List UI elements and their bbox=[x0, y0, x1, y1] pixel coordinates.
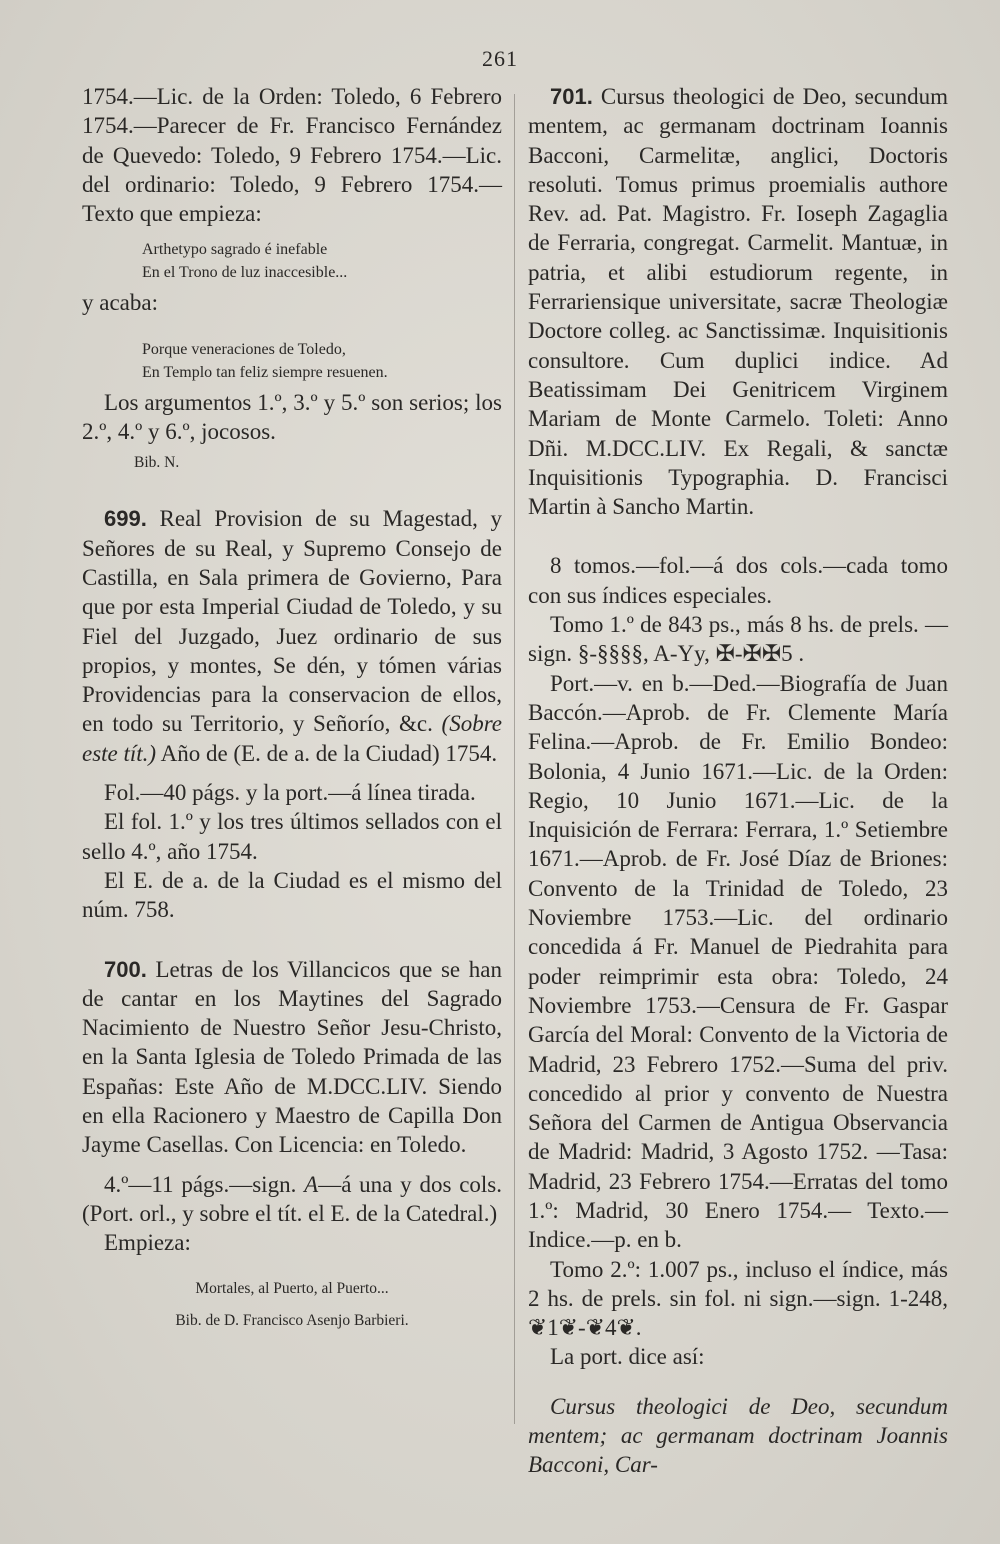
entry-format: Fol.—40 págs. y la port.—á línea tirada. bbox=[104, 780, 476, 806]
licenses-paragraph: 1754.—Lic. de la Orden: Toledo, 6 Febrero 1754.—Parecer de Fr. Francisco Fernández de Quevedo: Toledo, 9 Febrero 1754.—Lic. del ordinario: Toledo, 9 Febrero 1754.—Texto que empieza: bbox=[82, 84, 502, 227]
argumentos-paragraph: Los argumentos 1.º, 3.º y 5.º son serios; los 2.º, 4.º y 6.º, jocosos. bbox=[82, 389, 502, 445]
entry-note: El E. de a. de la Ciudad es el mismo del núm. 758. bbox=[82, 867, 502, 923]
verse-line: En Templo tan feliz siempre resuenen. bbox=[142, 363, 388, 381]
empieza-label: Empieza: bbox=[104, 1230, 191, 1256]
port-dice-label: La port. dice así: bbox=[550, 1344, 705, 1370]
entry-number: 701. bbox=[550, 84, 593, 109]
entry-number: 700. bbox=[104, 956, 147, 982]
entry-italic-note: (Sobre este tít.) bbox=[82, 711, 502, 766]
entry-title-end: Año de (E. de a. de la Ciudad) 1754. bbox=[160, 740, 498, 766]
right-column bbox=[528, 82, 948, 1480]
verse-line: Arthetypo sagrado é inefable bbox=[142, 241, 328, 259]
page-number: 261 bbox=[482, 46, 518, 71]
format-text: —á una y dos cols. (Port. orl., y sobre el tít. el E. de la Catedral.) bbox=[82, 1171, 503, 1226]
tomo-2-description: Tomo 2.º: 1.007 ps., incluso el índice, más 2 hs. de prels. sin fol. ni sign.—sign. 1-248, ❦1❦-❦4❦. bbox=[528, 1256, 948, 1341]
entry-699 bbox=[82, 504, 502, 768]
library-reference: Bib. N. bbox=[134, 454, 180, 472]
format-text: 4.º—11 págs.—sign. bbox=[104, 1171, 297, 1197]
entry-700 bbox=[82, 955, 502, 1160]
verse-line: Porque veneraciones de Toledo, bbox=[142, 340, 346, 358]
tomos-description: 8 tomos.—fol.—á dos cols.—cada tomo con sus índices especiales. bbox=[528, 553, 948, 608]
entry-note: El fol. 1.º y los tres últimos sellados con el sello 4.º, año 1754. bbox=[82, 809, 502, 864]
verse-line: En el Trono de luz inaccesible... bbox=[142, 264, 348, 282]
entry-701 bbox=[528, 82, 948, 521]
port-contents: Port.—v. en b.—Ded.—Biografía de Juan Baccón.—Aprob. de Fr. Clemente María Felina.—Aprob. de Fr. Emilio Bondeo: Bolonia, 4 Junio 1671.—Lic. de la Orden: Regio, 10 Junio 1671.—Lic. de la Inquisición de Ferrara: Ferrara, 1.º Setiembre 1671.—Aprob. de Fr. José Díaz de Briones: Convento de la Trinidad de Toledo, 23 Noviembre 1753.—Lic. del ordinario concedida á Fr. Manuel de Piedrahita para poder reimprimir esta obra: Toledo, 24 Noviembre 1753.—Censura de Fr. Gaspar García del Moral: Convento de la Victoria de Madrid, 23 Febrero 1752.—Suma del priv. concedido al prior y convento de Nuestra Señora del Carmen de Antigua Observancia de Madrid: Madrid, 3 Agosto 1752. —Tasa: Madrid, 23 Febrero 1754.—Erratas del tomo 1.º: Madrid, 30 Enero 1754.— Texto.—Indice.—p. en b. bbox=[528, 670, 948, 1253]
title-transcription: Cursus theologici de Deo, secundum mentem; ac germanam doctrinam Joannis Bacconi, Car- bbox=[528, 1393, 948, 1478]
entry-title: Cursus theologici de Deo, secundum mentem, ac germanam doctrinam Ioannis Bacconi, Carmelitæ, anglici, Doctoris resoluti. Tomus primus proemialis authore Rev. ad. Pat. Magistro. Fr. Ioseph Zagaglia de Ferraria, congregat. Carmelit. Mantuæ, in patria, et alibi estudiorum regente, in Ferrariensique universitate, sacræ Theologiæ Doctore colleg. ac Sanctissimæ. Inquisitionis consultore. Cum duplici indice. Ad Beatissimam Dei Genitricem Virginem Mariam de Monte Carmelo. Toleti: Anno Dñi. M.DCC.LIV. Ex Regali, & sanctæ Inquisitionis Typographia. D. Francisci Martin à Sancho Martin. bbox=[528, 84, 949, 520]
entry-title: Real Provision de su Magestad, y Señores de su Real, y Supremo Consejo de Castilla, en Sala primera de Govierno, Para que por esta Imperial Ciudad de Toledo, y su Fiel del Juzgado, Juez ordinario de sus propios, y montes, Se dén, y tómen várias Providencias para la conservacion de ellos, en todo su Territorio, y Señorío, &c. bbox=[82, 506, 503, 737]
tomo-1-description: Tomo 1.º de 843 ps., más 8 hs. de prels. —sign. §-§§§§, A-Yy, ✠-✠✠5 . bbox=[528, 612, 948, 667]
entry-number: 699. bbox=[104, 506, 147, 532]
left-column bbox=[82, 82, 502, 1332]
verse-line: Mortales, al Puerto, al Puerto... bbox=[195, 1279, 389, 1297]
signature-letter: A bbox=[304, 1171, 319, 1197]
column-divider bbox=[514, 94, 515, 1424]
entry-format bbox=[82, 1170, 502, 1229]
library-reference: Bib. de D. Francisco Asenjo Barbieri. bbox=[175, 1311, 409, 1329]
acaba-label: y acaba: bbox=[82, 290, 158, 316]
entry-title: Letras de los Villancicos que se han de cantar en los Maytines del Sagrado Nacimiento de Nuestro Señor Jesu-Christo, en la Santa Iglesia de Toledo Primada de las Españas: Este Año de M.DCC.LIV. Siendo en ella Racionero y Maestro de Capilla Don Jayme Casellas. Con Licencia: en Toledo. bbox=[82, 956, 503, 1158]
